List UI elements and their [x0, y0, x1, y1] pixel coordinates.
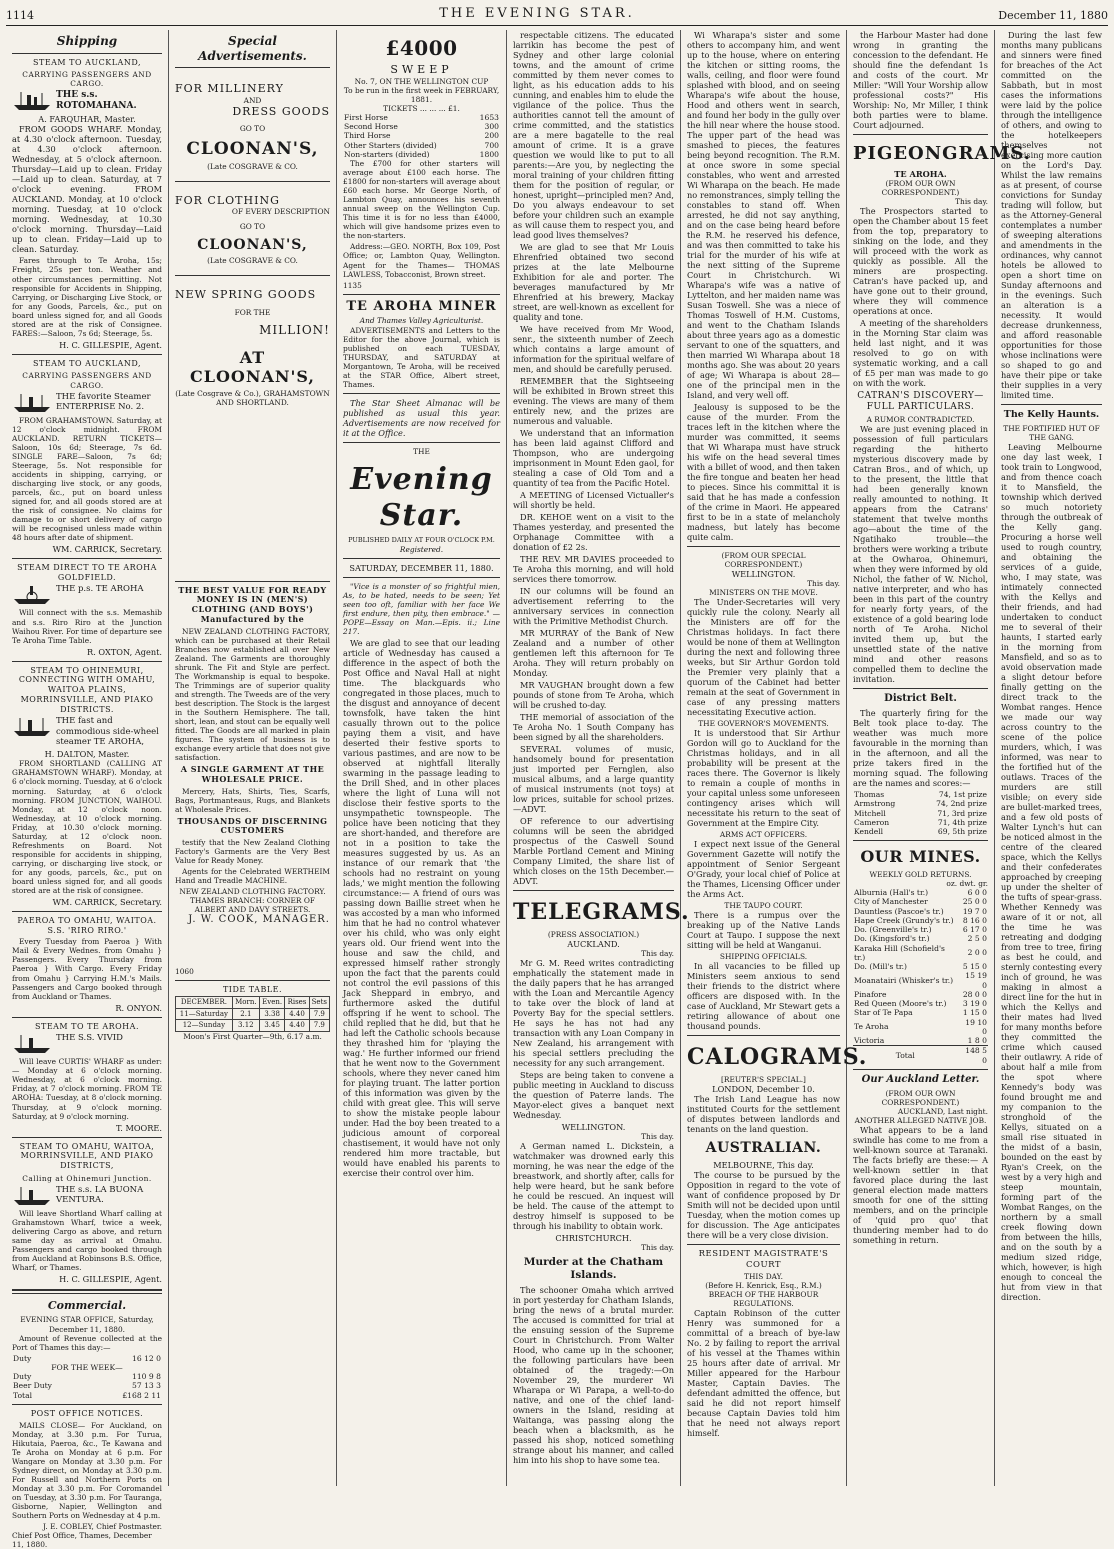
ship7-heading: STEAM TO OMAHU, WAITOA, MORRINSVILLE, AND PIAKO DISTRICTS, [19, 1141, 155, 1171]
tide-table-title: TIDE TABLE. [222, 984, 283, 994]
tide-table [175, 996, 330, 1032]
column-news-court: Wi Wharapa's sister and some others to accompany him, and went up to the house, where on entering the kitchen or sitting rooms, the walls, ceiling, and floor were found splashed with blood, and on seeing Wharapa's wife about the house, Hood and others went in search, and found her body in the gully over the hill near where the house stood. The upper part of the head was smashed to pieces, the features being beyond recognition. The R.M. at once swore in some special constables, who went and arrested Wi Wharapa on the beach. He made no remonstrances, simply telling the constables to stand off. When arrested, he did not say anything, and on the case being heard before the R.M. he reserved his defence, and was then committed to take his trial for the murder of his wife at the next sitting of the Supreme Court in Christchurch. Wi Wharapa's wife was a native of Lyttelton, and her maiden name was Susan Toswell. She was a niece of Thomas Toswell of H.M. Customs, and went to the Chatham Islands about three years ago as a domestic servant to one of the squatters, and then married Wi Wharapa about 18 months ago. She was about 20 years of age; Wi Wharapa is about 28—one of the principal men in the Island, and very well off. Jealousy is supposed to be the cause of the murder. From the traces left in the kitchen where the murder was committed, it seems that Wi Wharapa must have struck his wife on the head several times with a billet of wood, and then taken the fire tongue and beaten her head to pieces. Since his committal it is said that he has made a confession of the crime in Maori. He appeared first to be in a state of melancholy madness, but lately has become quite calm. (FROM OUR SPECIAL CORRESPONDENT.) WELLINGTON. This day. MINISTERS ON THE MOVE. The Under-Secretaries will very quickly rule the colony. Nearly all the Ministers are off for the Christmas holidays. In fact there would be none of them at Wellington during the next and following three weeks, but Sir Arthur Gordon told the Premier very plainly that a quorum of the Cabinet had better remain at the seat of Government in case of any pressing matters necessitating Executive action. THE GOVERNOR'S MOVEMENTS. It is understood that Sir Arthur Gordon will go to Auckland for the Christmas holidays, and in all probability will be present at the races there. The Governor is likely to remain a couple of months in your capital unless some unforeseen contingency arises which will necessitate his return to the seat of Government at the Empire City. ARMS ACT OFFICERS. I expect next issue of the General Government Gazette will notify the appointment of Senior Sergeant O'Grady, your local chief of Police at the Thames, Licensing Officer under the Arms Act. THE TAUPO COURT. There is a rumpus over the breaking up of the Native Lands Court at Taupo. I suppose the next sitting will be held at Wanganui. SHIPPING OFFICIALS. In all vacancies to be filled up Ministers seem anxious to send their friends to the district where officers are disposed with. In the case of Auckland, Mr Stewart gets a retiring allowance of about one thousand pounds. CALOGRAMS. [REUTER'S SPECIAL.] LONDON, December 10. The Irish Land League has now instituted Courts for the settlement of disputes between landlords and tenants on the land question. AUSTRALIAN. MELBOURNE, This day. The course to be pursued by the Opposition in regard to the vote of want of confidence proposed by Dr Smith will not be decided upon until Tuesday, when the motion comes up for discussion. The Age anticipates there will be a very close division. RESIDENT MAGISTRATE'S COURT THIS DAY. (Before H. Kenrick, Esq., R.M.) BREACH OF THE HARBOUR REGULATIONS. Captain Robinson of the cutter Henry was summoned for a committal of a breach of bye-law No. 2 by failing to report the arrival of his vessel at the Thames within 25 hours after date of arrival. Mr Miller appeared for the Harbour Master, Captain Davies. The defendant admitted the offence, but said he did not report himself because Captain Davies told him that he need not always report himself. [681, 30, 847, 1486]
gold-units: oz. dwt. gr. [946, 879, 988, 888]
dateline-auckland: AUCKLAND, Last night. [897, 1107, 988, 1117]
table-row: Non-starters (divided) 1800 [344, 149, 499, 159]
article-paragraph: Wi Wharapa's sister and some others to accompany him, and went up to the house, where on entering the kitchen or sitting rooms, the walls, ceiling, and floor were found splashed with blood, and on seeing Wharapa's wife about the house, Hood and others went in search, and found her body in the gully over the hill near where the house stood. The upper part of the head was smashed to pieces, the features being beyond recognition. The R.M. at once swore in some special constables, who went and arrested Wi Wharapa on the beach. He made no remonstrances, simply telling the constables to stand off. When arrested, he did not say anything, and on the case being heard before the R.M. he reserved his defence, and was then committed to take his trial for the murder of his wife at the next sitting of the Supreme Court in Christchurch. Wi Wharapa's wife was a native of Lyttelton, and her maiden name was Susan Toswell. She was a niece of Thomas Toswell of H.M. Customs, and went to the Chatham Islands about three years ago as a domestic servant to one of the squatters, and then married Wi Wharapa about 18 months ago. She was about 20 years of age; Wi Wharapa is about 28—one of the principal men in the Island, and very well off. [687, 30, 840, 400]
table-row: Total £168 2 11 [13, 1390, 161, 1400]
table-row: 11—Saturday 2.1 3.38 4.40 7.9 [176, 1008, 330, 1020]
column-news-telegrams: respectable citizens. The educated larrikin has become the pest of Sydney and other large colonial towns, and the amount of crime committed by them never comes to light, as his education adds to his cunning, and enables him to elude the vigilance of the police. Thus the authorities cannot tell the amount of crime committed, and the statistics are a mere bagatelle to the real amount of crime. It is a grave question we would like to put to all parents:—Are you, by neglecting the moral training of your children fitting them for the position of regular, or honest, upright—principled men? And, Do you always endeavour to set before your children such an example as will cause them to respect you, and lead good lives themselves? We are glad to see that Mr Louis Ehrenfried obtained two second prizes at the late Melbourne Exhibition for ale and porter. The beverages manufactured by Mr Ehrenfried at his brewery, Mackay street, are well-known as excellent for quality and tone. We have received from Mr Wood, senr., the sixteenth number of Zeech which contains a large amount of information for the spiritual welfare of men, and should be carefully perused. REMEMBER that the Sightseeing will be exhibited in Brown street this evening. The views are many of them entirely new, and the prizes are numerous and valuable. We understand that an information has been laid against Clifford and Thompson, who are undergoing imprisonment in Mount Eden gaol, for stealing a case of Old Tom and a quantity of tea from the Pacific Hotel. A MEETING of Licensed Victualler's will shortly be held. DR. KEHOE went on a visit to the Thames yesterday, and presented the Orphanage Committee with a donation of £2 2s. THE REV. MR DAVIES proceeded to Te Aroha this morning, and will hold services there tomorrow. IN our columns will be found an advertisement referring to the anniversary services in connection with the Primitive Methodist Church. MR MURRAY of the Bank of New Zealand and a number of other gentlemen left this afternoon for Te Aroha. They will return probably on Monday. MR VAUGHAN brought down a few pounds of stone from Te Aroha, which will be crushed to-day. THE memorial of association of the Te Aroha No. 1 South Company has been signed by all the shareholders. SEVERAL volumes of music, handsomely bound for presentation just imported per Fernglen, also musical albums, and a large quantity of musical instruments (not toys) at low prices, suitable for school prizes.—ADVT. OF reference to our advertising columns will be seen the abridged prospectus of the Caswell Sound Marble Portland Cement and Mining Company Limited, the share list of which closes on the 15th December.—ADVT. TELEGRAMS. (PRESS ASSOCIATION.) AUCKLAND. This day. Mr G. M. Reed writes contradicting emphatically the statement made in the daily papers that he has arranged with the Loan and Mercantile Agency to take over the block of land at Poverty Bay for the special settlers. He says he has not had any transaction with any Loan Company in New Zealand, his arrangement with his special settlers precluding the necessity for any such arrangement. Steps are being taken to convene a public meeting in Auckland to discuss the question of Paterre lands. The Mayor-elect gives a banquet next Wednesday. WELLINGTON. This day. A German named L. Dickstein, a watchmaker was drowned early this morning, he was near the edge of the breastwork, and shortly after, calls for help were heard, but he sank before he could be rescued. An inquest will be held. The cause of the attempt to destroy himself is supposed to be through his inability to obtain work. CHRISTCHURCH. This day. Murder at the Chatham Islands. The schooner Omaha which arrived in port yesterday for Chatham Islands, bring the news of a brutal murder. The accused is committed for trial at the ensuing session of the Supreme Court in Christchurch. From Walter Hood, who came up in the schooner, the following particulars have been obtained of the tragedy:—On November 29, the murderer Wi Wharapa or Wi Parapa, a well-to-do native, and one of the chief land-owners in the Island, residing at Waitanga, was passing along the beach when a blacksmith, as he passed his shop, noticed something strange about his manner, and called him into his shop to have some tea. [507, 30, 681, 1486]
post-office-signature: J. E. COBLEY, Chief Postmaster. [43, 1521, 162, 1531]
column-sweep-editorial [337, 30, 507, 1486]
belt-scores-table [853, 790, 988, 836]
table-row: Total 148 5 0 [853, 1046, 988, 1065]
table-row: Other Starters (divided) 700 [344, 140, 499, 150]
ad-manager: J. W. COOK, MANAGER. [188, 914, 330, 926]
telegrams-heading: TELEGRAMS. [513, 899, 690, 925]
subhead-arms: ARMS ACT OFFICERS. [719, 830, 808, 840]
article-paragraph: A meeting of the shareholders in the Morning Star claim was held last night, and it was resolved to go on with systematic working, and a call of £5 per man was made to go on with the work. [853, 318, 988, 389]
telegram-paragraph: The schooner Omaha which arrived in port yesterday for Chatham Islands, bring the news of a brutal murder. The accused is committed for trial at the ensuing session of the Supreme Court in Christchurch. From Walter Hood, who came up in the schooner, the following particulars have been obtained of the tragedy:—On November 29, the murderer Wi Wharapa or Wi Parapa, a well-to-do native, and one of the chief land-owners in the Island, residing at Waitanga, was passing along the beach when a blacksmith, as he passed his shop, noticed something strange about his manner, and called him into his shop to have some tea. [513, 1284, 674, 1465]
ship1-master: A. FARQUHAR, Master. [38, 114, 136, 125]
column-special-ads [169, 30, 337, 1486]
sweep-subtitle: No. 7, ON THE WELLINGTON CUP [354, 76, 489, 86]
rm-court-heading: RESIDENT MAGISTRATE'S COURT [698, 1249, 829, 1270]
own-correspondent: (FROM OUR OWN CORRESPONDENT.) [881, 1088, 960, 1107]
table-row: Hape Creek (Grundy's tr.) 8 16 0 [854, 915, 987, 925]
ship4-agent: WM. CARRICK, Secretary. [52, 896, 162, 907]
ship4-notice [12, 716, 162, 747]
ship3-name: THE p.s. TE AROHA [56, 584, 144, 595]
shipping-title: Shipping [56, 34, 118, 48]
miner-body: ADVERTISEMENTS and Letters to the Editor for the above Journal, which is published on each TUESDAY, THURSDAY, and SATURDAY at Morgantown, Te Aroha, will be received at the STAR Office, Albert street, Thames. [343, 325, 500, 389]
article-paragraph: DR. KEHOE went on a visit to the Thames yesterday, and presented the Orphanage Committee with a donation of £2 2s. [513, 512, 674, 552]
commercial-subtitle: EVENING STAR OFFICE, Saturday, December 11, 1880. [20, 1315, 154, 1334]
article-paragraph: the Harbour Master had done wrong in granting the concession to the defendant. He should fine the defendant 1s and costs of the court. Mr Miller: "Will Your Worship allow professional costs?" His Worship: No, Mr Miller, I think both parties were to blame. Court adjourned. [853, 30, 988, 130]
article-paragraph: Leaving Melbourne one day last week, I took train to Longwood, and from thence coach it to Mansfield, the township which derived so much notoriety through the outbreak of the Kelly gang. Procuring a horse well used to rough country, and obtaining the services of a guide, who, I may state, was intimately connected with the Kellys and their friends, and had undertaken to conduct me to several of their haunts, I started early in the morning from Mansfield, and so as to avoid observation made a slight detour before finally getting on the direct track to the Wombat ranges. Hence we made our way across country to the scene of the police murders, which, I was informed, was near to the fortified hut of the outlaws. Traces of the murders are still visible; on every side are bullet-marked trees, and a few old posts of Walter Lynch's hut can be noticed almost in the centre of the cleared space, which the Kellys and their confederates approached by creeping up under the shelter of the tufts of spear-grass. Whether Kennedy was aware of it or not, all the time he was retreating and dodging from tree to tree, firing as best he could, and sternly contesting every inch of ground, he was making in almost a direct line for the hut in which the Kellys and their mates had lived for many months before they committed the crime which caused their outlawry. A ride of about half a mile from the spot where Kennedy's body was found brought me and my companion to the stronghold of the Kellys, situated on a small rise situated in the midst of a basin, bounded on the east by Ryan's Creek, on the west by a very high and steep mountain, forming part of the Wombat Ranges, on the northern by a small creek flowing down from between the hills, and on the south by a medium sized ridge, which, however, is high enough to conceal the hut from view in that direction. [1001, 441, 1102, 1302]
article-paragraph: It is understood that Sir Arthur Gordon will go to Auckland for the Christmas holidays, and in all probability will be present at the races there. The Governor is likely to remain a couple of months in your capital unless some unforeseen contingency arises which will necessitate his return to the seat of Government at the Empire City. [687, 728, 840, 829]
sweep-prize-table [343, 113, 500, 159]
miner-title: TE AROHA MINER [346, 298, 497, 314]
auckland-letter-heading: Our Auckland Letter. [861, 1073, 980, 1085]
almanac-notice: The Star Sheet Almanac will be published as usual this year. Advertisements are now received for it at the Office. [343, 397, 500, 438]
ad-clothing-factory-body: NEW ZEALAND CLOTHING FACTORY, which can be purchased at their Retail Branches now established all over New Zealand. The Garments are thoroughly shrunk. The Fit and Style are perfect. The Workmanship is equal to bespoke. The Trimmings are of superior quality and strength. The Tweeds are of the very best description. The Stock is the largest in the Southern Hemisphere. The tall, short, lean, and stout can be equally well fitted. The Goods are all marked in plain figures. The system of business is to exchange every article that does not give satisfaction. [175, 626, 330, 763]
table-row: Pinafore 28 0 0 [854, 989, 987, 999]
ship4-master: H. DALTON, Master. [44, 749, 130, 760]
ship3-agent: R. OXTON, Agent. [87, 646, 162, 657]
native-job-subhead: ANOTHER ALLEGED NATIVE JOB. [854, 1116, 987, 1126]
post-office-date: Chief Post Office, Thames, December 11, 1880. [12, 1530, 152, 1549]
ad-single-garment: A SINGLE GARMENT AT THE WHOLESALE PRICE. [180, 764, 325, 784]
ship7-subheading: Calling at Ohinemuri Junction. [22, 1173, 152, 1183]
dateline-wellington: WELLINGTON. [561, 1121, 626, 1132]
sweep-number: 1135 [343, 280, 362, 290]
district-belt-heading: District Belt. [884, 693, 957, 705]
reuter-special: [REUTER'S SPECIAL.] [721, 1075, 806, 1085]
ad-mercery: Mercery, Hats, Shirts, Ties, Scarfs, Bags, Portmanteaus, Rugs, and Blankets at Wholesale Prices. [175, 786, 330, 814]
table-row: Beer Duty 57 13 3 [13, 1381, 161, 1391]
special-ads-title: Special Advertisements. [198, 34, 307, 63]
article-paragraph: A MEETING of Licensed Victualler's will shortly be held. [513, 490, 674, 510]
article-paragraph: IN our columns will be found an advertisement referring to the anniversary services in connection with the Primitive Methodist Church. [513, 586, 674, 626]
article-paragraph: We are glad to see that Mr Louis Ehrenfried obtained two second prizes at the late Melbourne Exhibition for ale and porter. The beverages manufactured by Mr Ehrenfried at his brewery, Mackay street, are well-known as excellent for quality and tone. [513, 242, 674, 322]
article-paragraph: respectable citizens. The educated larrikin has become the pest of Sydney and other large colonial towns, and the amount of crime committed by them never comes to light, as his education adds to his cunning, and enables him to elude the vigilance of the police. Thus the authorities cannot tell the amount of crime committed, and the statistics are a mere bagatelle to the real amount of crime. It is a grave question we would like to put to all parents:—Are you, by neglecting the moral training of your children fitting them for the position of regular, or honest, upright—principled men? And, Do you always endeavour to set before your children such an example as will cause them to respect you, and lead good lives themselves? [513, 30, 674, 240]
ship1-name: THE s.s. ROTOMAHANA. [56, 90, 137, 112]
catran-heading: CATRAN'S DISCOVERY—FULL PARTICULARS. [857, 391, 984, 413]
ship1-fares: Fares through to Te Aroha, 15s; Freight, 25s per ton. Weather and other circumstances permitting. Not responsible for Accidents in Shipping, Carrying, or Discharging Live Stock, or for any Goods, Parcels, &c., put on board unless signed for, and all Goods stored are at the risk of Consignee. FARES:—Saloon, 7s 6d; Steerage, 5s. [12, 256, 162, 338]
masthead-the: THE [413, 446, 430, 456]
weekly-returns-heading: WEEKLY GOLD RETURNS. [869, 869, 972, 879]
article-paragraph: We understand that an information has been laid against Clifford and Thompson, who are undergoing imprisonment in Mount Eden gaol, for stealing a case of Old Tom and a quantity of tea from the Pacific Hotel. [513, 428, 674, 488]
ad-number: 1060 [175, 966, 194, 976]
kelly-haunts-heading: The Kelly Haunts. [1003, 409, 1100, 420]
table-row: First Horse 1653 [344, 112, 499, 122]
dateline-christchurch: CHRISTCHURCH. [555, 1232, 632, 1243]
table-row: Do. (Greenville's tr.) 6 17 0 [854, 925, 987, 935]
ship2-name: THE favorite Steamer ENTERPRISE No. 2. [56, 391, 151, 412]
ship2-body: FROM GRAHAMSTOWN. Saturday, at 12 o'clock midnight. FROM AUCKLAND. RETURN TICKETS—Saloon, 10s 6d; Steerage, 7s 6d. SINGLE FARE—Saloon, 7s 6d; Steerage, 5s. Not responsible for accidents in shipping, carrying, or discharging live stock, or any goods, parcels, &c., put on board unless signed for, and all goods stored are at the risk of consignee. No claims for damage to or short delivery of cargo will be recognised unless made within 48 hours after date of shipment. [12, 415, 162, 542]
dateline-te-aroha: TE AROHA. [894, 168, 947, 179]
table-row: Do. (Kingsford's tr.) 2 5 0 [854, 934, 987, 944]
ad-clothing-factory-head: THE BEST VALUE FOR READY MONEY IS IN (MEN'S) CLOTHING (AND BOYS') Manufactured by the [178, 584, 327, 624]
ad-testify: testify that the New Zealand Clothing Factory's Garments are the Very Best Value for Ready Money. [175, 838, 330, 866]
special-correspondent: (FROM OUR SPECIAL CORRESPONDENT.) [721, 551, 806, 570]
table-row: City of Manchester 25 0 0 [854, 897, 987, 907]
sweep-body: The £700 for other starters will average about £100 each horse. The £1800 for non-starters will average about £60 each horse. Mr George North, of Lambton Quay, announces his seventh annual sweep on the Wellington Cup. This time it is for no less than £4000, which will give handsome prizes even to the non-starters. [343, 159, 500, 241]
ship3-heading: STEAM DIRECT TO TE AROHA GOLDFIELD. [17, 562, 157, 582]
ship1-heading: STEAM TO AUCKLAND, [33, 57, 141, 67]
rumour-subhead: A RUMOR CONTRADICTED. [866, 414, 975, 424]
table-row: Karaka Hill (Schofield's tr.) 2 0 0 [854, 943, 987, 962]
ad-millinery: FOR MILLINERY AND DRESS GOODS GO TO CLOONAN'S, (Late COSGRAVE & CO. [175, 82, 330, 171]
ship4-body: FROM SHORTLAND (CALLING AT GRAHAMSTOWN WHARF). Monday, at 6 o'clock morning. Tuesday, at 6 o'clock morning. Saturday, at 6 o'clock morning. FROM JUNCTION, WAIHOU. Monday, at 12 o'clock noon. Wednesday, at 10 o'clock morning. Friday, at 10.30 o'clock morning. Saturday, at 12 o'clock noon. Refreshments on Board. Not responsible for accidents in shipping, carrying, or discharging live stock, or for any goods, parcels, &c., put on board unless signed for, and all goods stored are at the risk of consignee. [12, 759, 162, 895]
gold-returns-table [853, 888, 988, 1065]
steamship-icon [12, 392, 52, 414]
table-row: Duty 16 12 0 [13, 1353, 161, 1363]
ship3-body: Will connect with the s.s. Memashib and s.s. Riro Riro at the Junction Waihou River. For time of departure see Te Aroha Time Table. [12, 608, 162, 645]
ship7-agent: H. C. GILLESPIE, Agent. [59, 1274, 162, 1285]
kelly-haunts-subhead: THE FORTIFIED HUT OF THE GANG. [1003, 423, 1100, 442]
article-paragraph: We have received from Mr Wood, senr., the sixteenth number of Zeech which contains a large amount of information for the spiritual welfare of men, and should be carefully perused. [513, 324, 674, 374]
ship5-agent: R. ONYON. [115, 1002, 162, 1013]
masthead-date: SATURDAY, DECEMBER 11, 1880. [349, 562, 494, 573]
ship4-heading: STEAM TO OHINEMURI, CONNECTING WITH OMAHU, WAITOA PLAINS, MORRINSVILLE, AND PIAKO DISTRICTS. [18, 665, 156, 714]
steamship-icon [12, 1033, 52, 1055]
article-paragraph: During the last few months many publicans and sinners were fined for breaches of the Act committed on the Sabbath, but in most cases the informations were laid by the police through the intelligence of others, and owing to the hotelkeepers themselves not exercising more caution on the Lord's Day. Whilst the law remains as at present, of course convictions for Sunday trading will follow, but as the Attorney-General contemplates a number of sweeping alterations and amendments in the ordinances, why cannot hotels be allowed to open a short time on Sunday afternoons and in the evenings. Such an alteration is a necessity. It would decrease drunkenness, and afford reasonable opportunities for those whose inclinations were so shaped to go and have their pipe or take their supplies in a very limited time. [1001, 30, 1102, 400]
ship1-agent: H. C. GILLESPIE, Agent. [59, 339, 162, 350]
masthead-registered: Registered. [399, 544, 444, 554]
ad-branch: NEW ZEALAND CLOTHING FACTORY. THAMES BRANCH: CORNER OF ALBERT AND DAVY STREETS. [179, 887, 326, 915]
paddle-steamer-icon [12, 584, 52, 606]
telegram-paragraph: A German named L. Dickstein, a watchmaker was drowned early this morning, he was near the edge of the breastwork, and shortly after, calls for help were heard, but he sank before he could be rescued. An inquest will be held. The cause of the attempt to destroy himself is supposed to be through his inability to obtain work. [513, 1140, 674, 1231]
miner-subtitle: And Thames Valley Agriculturist. [359, 316, 484, 326]
ship6-body: Will leave CURTIS' WHARF as under:— Monday at 6 o'clock morning. Wednesday, at 6 o'clock morning. Friday, at 7 o'clock morning. FROM TE AROHA: Tuesday, at 8 o'clock morning. Thursday, at 9 o'clock morning. Saturday, at 9 o'clock morning. [12, 1057, 162, 1121]
article-paragraph: There is a rumpus over the breaking up of the Native Lands Court at Taupo. I suppose the next sitting will be held at Wanganui. [687, 910, 840, 951]
table-row: Kendell 69, 5th prize [854, 827, 987, 837]
sweep-date: To be run in the first week in FEBRUARY, 1881. [343, 85, 500, 104]
ship5-heading: PAEROA TO OMAHU, WAITOA. S.S. 'RIRO RIRO.' [17, 915, 157, 935]
our-mines-heading: OUR MINES. [860, 847, 981, 867]
editorial-quote: "Vice is a monster of so frightful mien, As, to be hated, needs to be seen; Yet seen too oft, familiar with her face We first endure, then pity, then embrace." —POPE—Essay on Man.—Epis. ii.; Line 217. [343, 581, 500, 637]
table-row: Red Queen (Moore's tr.) 3 19 0 [854, 999, 987, 1009]
table-row: Dauntless (Pascoe's tr.) 19 7 0 [854, 906, 987, 916]
ad-clothing: FOR CLOTHING OF EVERY DESCRIPTION GO TO CLOONAN'S, (Late COSGRAVE & CO. [175, 193, 330, 266]
page-header [6, 0, 1108, 26]
calograms-heading: CALOGRAMS. [687, 1044, 868, 1071]
ship6-heading: STEAM TO TE AROHA. [35, 1021, 139, 1031]
ship1-subheading: CARRYING PASSENGERS AND CARGO. [22, 70, 152, 89]
article-paragraph: The quarterly firing for the Belt took place to-day. The weather was much more favourable in the morning than in the afternoon, and all the prize takers fired in the morning squad. The following are the names and scores:— [853, 708, 988, 789]
steamship-icon [12, 90, 52, 112]
rm-court-before: (Before H. Kenrick, Esq., R.M.) [705, 1280, 822, 1290]
table-row: Thomas 74, 1st prize [854, 790, 987, 800]
ship7-notice [12, 1185, 162, 1207]
ship2-agent: WM. CARRICK, Secretary. [52, 543, 162, 554]
article-paragraph: OF reference to our advertising columns will be seen the abridged prospectus of the Caswell Sound Marble Portland Cement and Mining Company Limited, the share list of which closes on the 15th December.—ADVT. [513, 816, 674, 886]
ship6-agent: T. MOORE. [115, 1122, 162, 1133]
issue-date: December 11, 1880 [998, 8, 1108, 22]
article-paragraph: THE REV. MR DAVIES proceeded to Te Aroha this morning, and will hold services there tomorrow. [513, 554, 674, 584]
steamship-icon [12, 716, 52, 738]
table-row: 12—Sunday 3.12 3.45 4.40 7.9 [176, 1020, 330, 1032]
post-office-title: POST OFFICE NOTICES. [30, 1408, 144, 1418]
own-correspondent: (FROM OUR OWN CORRESPONDENT.) [881, 178, 960, 197]
table-row: Alburnia (Hall's tr.) 6 0 0 [854, 888, 987, 898]
press-association: (PRESS ASSOCIATION.) [547, 929, 640, 939]
table-row: Cameron 71, 4th prize [854, 817, 987, 827]
dateline-london: LONDON, December 10. [712, 1084, 815, 1095]
subhead-ministers: MINISTERS ON THE MOVE. [709, 588, 818, 598]
sweep-amount: £4000 [385, 36, 458, 60]
table-row: Third Horse 200 [344, 131, 499, 141]
dateline-wellington: WELLINGTON. [731, 569, 796, 580]
table-row: Te Aroha 19 10 0 [854, 1017, 987, 1036]
sweep-title: SWEEP [390, 63, 453, 77]
table-row: Armstrong 74, 2nd prize [854, 799, 987, 809]
table-row: Mitchell 71, 3rd prize [854, 808, 987, 818]
steamship-icon [12, 1185, 52, 1207]
subhead-shipping: SHIPPING OFFICIALS. [719, 952, 808, 962]
table-row: Do. (Mill's tr.) 5 15 0 [854, 962, 987, 972]
dateline-auckland: AUCKLAND. [567, 938, 620, 949]
telegram-paragraph: Steps are being taken to convene a public meeting in Auckland to discuss the question of Paterre lands. The Mayor-elect gives a banquet next Wednesday. [513, 1069, 674, 1120]
tide-note: Moon's First Quarter—9th, 6.17 a.m. [183, 1032, 322, 1041]
article-paragraph: What appears to be a land swindle has come to me from a well-known source at Taranaki. The facts briefly are these:— A well-known settler in that favored place during the last general election made matters smooth for one of the sitting members, and on the principle of 'quid pro quo' that thundering member had to do something in return. [853, 1125, 988, 1246]
rm-court-day: THIS DAY. [744, 1271, 783, 1281]
ship2-heading: STEAM TO AUCKLAND, [33, 358, 141, 368]
column-shipping [6, 30, 169, 1549]
article-paragraph: Jealousy is supposed to be the cause of the murder. From the traces left in the kitchen where the murder was committed, it seems that Wi Wharapa must have struck his wife on the head several times with a billet of wood, and then taken the fire tongue and beaten her head to pieces. Since his committal it is said that he has made a confession of the crime in Maori. He appeared first to be in a state of melancholy madness, but lately has become quite calm. [687, 402, 840, 542]
dateline-melbourne: MELBOURNE, This day. [713, 1160, 814, 1171]
ship2-subheading: CARRYING PASSENGERS AND CARGO. [22, 371, 152, 390]
ship1-body: FROM GOODS WHARF. Monday, at 4.30 o'clock afternoon. Tuesday, at 4.30 o'clock afternoon. Wednesday, at 5 o'clock afternoon. Thursday—Laid up to clean. Friday—Laid up to clean. Saturday, at 7 o'clock evening. FROM AUCKLAND. Monday, at 10 o'clock morning. Tuesday, at 10 o'clock morning. Wednesday, at 10.30 o'clock morning. Thursday—Laid up to clean. Friday—Laid up to clean. Saturday. [12, 124, 162, 255]
ship5-body: Every Tuesday from Paeroa } With Mail & Every Wednes. from Omahu } Passengers. Every Thursday from Paeroa } With Cargo. Every Friday from Omahu } Carrying H.M.'s Mails. Passengers and Cargo booked through from Auckland or Thames. [12, 937, 162, 1001]
article-paragraph: MR VAUGHAN brought down a few pounds of stone from Te Aroha, which will be crushed to-day. [513, 680, 674, 710]
article-paragraph: The Under-Secretaries will very quickly rule the colony. Nearly all the Ministers are off for the Christmas holidays. In fact there would be none of them at Wellington during the next and following three weeks, but Sir Arthur Gordon told the Premier very plainly that a quorum of the Cabinet had better remain at the seat of Government in case of any pressing matters necessitating Executive action. [687, 597, 840, 718]
ad-spring-goods: NEW SPRING GOODS FOR THE MILLION! AT CLOONAN'S, (Late Cosgrave & Co.), GRAHAMSTOWN AND SHORTLAND. [175, 288, 330, 407]
table-row: Second Horse 300 [344, 122, 499, 132]
pigeongrams-heading: PIGEONGRAMS. [853, 143, 1032, 164]
ship2-notice [12, 392, 162, 414]
column-kelly-haunts [995, 30, 1108, 1486]
ship3-notice [12, 584, 162, 606]
table-row: FOR THE WEEK— [51, 1362, 123, 1372]
article-paragraph: I expect next issue of the General Government Gazette will notify the appointment of Senior Sergeant O'Grady, your local chief of Police at the Thames, Licensing Officer under the Arms Act. [687, 839, 840, 900]
article-paragraph: The course to be pursued by the Opposition in regard to the vote of want of confidence proposed by Dr Smith will not be decided upon until Tuesday, when the motion comes up for discussion. The Age anticipates there will be a very close division. [687, 1170, 840, 1241]
sweep-address: Address:—GEO. NORTH, Box 109, Post Office; or, Lambton Quay, Wellington. Agent for the Thames— THOMAS LAWLESS, Tobacconist, Brown street. [343, 242, 500, 279]
ship6-name: THE S.S. VIVID [56, 1033, 123, 1044]
commercial-text: Amount of Revenue collected at the Port of Thames this day:— [12, 1333, 162, 1352]
subhead-taupo: THE TAUPO COURT. [724, 901, 803, 911]
article-paragraph: Captain Robinson of the cutter Henry was summoned for a committal of a breach of bye-law No. 2 by failing to report the arrival of his vessel at the Thames within 25 hours after date of arrival. Mr Miller appeared for the Harbour Master, Captain Davies. The defendant admitted the offence, but said he did not report himself because Captain Davies told him that he need not always report himself. [687, 1308, 840, 1439]
ship7-body: Will leave Shortland Wharf calling at Grahamstown Wharf, twice a week, delivering Cargo as above, and return same day as arrival at Omahu. Passengers and cargo booked through from Auckland at Robinsons B.S. Office, Wharf, or Thames. [12, 1208, 162, 1273]
ship7-name: THE s.s. LA BUONA VENTURA. [56, 1184, 144, 1206]
ship4-name: THE fast and commodious side-wheel steamer TE AROHA, [56, 716, 159, 748]
rm-court-subhead: BREACH OF THE HARBOUR REGULATIONS. [708, 1289, 819, 1308]
article-paragraph: The Prospectors started to open the Chamber about 15 feet from the top, preparatory to sinking on the lode, and they will proceed with the work as quickly as possible. All the miners are prospecting. Catran's have packed up, and have gone out to their ground, where they will commence operations at once. [853, 206, 988, 317]
revenue-table [12, 1354, 162, 1400]
article-paragraph: In all vacancies to be filled up Ministers seem anxious to send their friends to the district where officers are disposed with. In the case of Auckland, Mr Stewart gets a retiring allowance of about one thousand pounds. [687, 961, 840, 1032]
table-row: Moanatairi (Whisker's tr.) 15 19 0 [854, 971, 987, 990]
column-pigeongrams-mines: the Harbour Master had done wrong in granting the concession to the defendant. He should fine the defendant 1s and costs of the court. Mr Miller: "Will Your Worship allow professional costs?" His Worship: No, Mr Miller, I think both parties were to blame. Court adjourned. PIGEONGRAMS. TE AROHA. (FROM OUR OWN CORRESPONDENT.) This day. The Prospectors started to open the Chamber about 15 feet from the top, preparatory to sinking on the lode, and they will proceed with the work as quickly as possible. All the miners are prospecting. Catran's have packed up, and have gone out to their ground, where they will commence operations at once. A meeting of the shareholders in the Morning Star claim was held last night, and it was resolved to go on with systematic working, and a call of £5 per man was made to go on with the work. CATRAN'S DISCOVERY—FULL PARTICULARS. A RUMOR CONTRADICTED. We are just evening placed in possession of full particulars regarding the hitherto mysterious discovery made by Catran Bros., and of which, up to the present, the little that had been generally known really amounted to nothing. It appears from the Catrans' statement that twelve months ago—about the time of the Ngatihako trouble—the brothers were working a tribute at the Owharoa, Ohinemuri, when they were informed by old Nichol, the father of W. Nichol, native interpreter, and who has been in this part of the country for nearly forty years, of the existence of a gold bearing lode north of Te Aroha. Nichol invited them up, but the unsettled state of the native mind and other reasons compelled them to decline the invitation. District Belt. The quarterly firing for the Belt took place to-day. The weather was much more favourable in the morning than in the afternoon, and all the prize takers fired in the morning squad. The following are the names and scores:— Thomas 74, 1st prize Armstrong 74, 2nd prize Mitchell 71, 3rd prize Cameron 71, 4th prize Kendell 69, 5th prize OUR MINES. WEEKLY GOLD RETURNS. oz. dwt. gr. Alburnia (Hall's tr.) 6 0 0 City of Manchester 25 0 0 Dauntless (Pascoe's tr.) 19 7 0 Hape Creek (Grundy's tr.) 8 16 0 Do. (Greenville's tr.) 6 17 0 Do. (Kingsford's tr.) 2 5 0 Karaka Hill (Schofield's tr.) 2 0 0 Do. (Mill's tr.) 5 15 0 Moanatairi (Whisker's tr.) 15 19 0 Pinafore 28 0 0 Red Queen (Moore's tr.) 3 19 0 Star of Te Papa 1 15 0 Te Aroha 19 10 0 Victoria 1 8 0 Total 148 5 0 Our Auckland Letter. (FROM OUR OWN CORRESPONDENT.) AUCKLAND, Last night. ANOTHER ALLEGED NATIVE JOB. What appears to be a land swindle has come to me from a well-known source at Taranaki. The facts briefly are these:— A well-known settler in that favored place during the last general election made matters smooth for one of the sitting members, and on the principle of 'quid pro quo' that thundering member had to do something in return. [847, 30, 995, 1486]
table-row: Victoria 1 8 0 [854, 1036, 987, 1046]
article-paragraph: The Irish Land League has now instituted Courts for the settlement of disputes between landlords and tenants on the land question. [687, 1094, 840, 1135]
masthead-published: PUBLISHED DAILY AT FOUR O'CLOCK P.M. [348, 535, 495, 544]
article-paragraph: REMEMBER that the Sightseeing will be exhibited in Brown street this evening. The views are many of them entirely new, and the prizes are numerous and valuable. [513, 376, 674, 426]
editorial-body: We are glad to see that our leading article of Wednesday has caused a difference in the aspect of both the Post Office and Naval Hall at night time. The blackguards who congregated in those places, much to the disgust and annoyance of decent townsfolk, have taken the hint casually thrown out to the police paying them a visit, and have deserted their festive sports to various pastimes, and are now to be observed at nightfall literally swarming in the passage leading to the Drill Shed, and in other places where the light of Luna will not disclose their festive sports to the unsympathetic townspeople. The police have been noticing that they are short-handed, and therefore are not in a position to take the measures suggested by us. As an instance of our remark that 'the schools had no restraint on young lads,' we might mention the following circumstance:— A friend of ours was passing down Baillie street when he was accosted by a man who informed him that he had no control whatever over his child, who was only eight years old. Our friend went into the house and saw the child, and expressed himself rather strongly upon the fact that the parents could not control the evil passions of this Jack Sheppard in embryo, and furthermore asked the dutiful offspring if he went to school. The child replied that he did, but that he had left the Catholic schools because they thrashed him for 'playing the wag.' He further informed our friend that he went now to the Government schools, where they never caned him for playing truant. The latter portion of this information was given by the child with great glee. This will serve to show the mistake people labour under. Had the boy been treated to a judicious amount of corporeal chastisement, it would have not only rendered him more tractable, but would have enabled his parents to exercise their control over him. [343, 638, 500, 1179]
article-paragraph: We are just evening placed in possession of full particulars regarding the hitherto mysterious discovery made by Catran Bros., and of which, up to the present, the little that had been generally known really amounted to nothing. It appears from the Catrans' statement that twelve months ago—about the time of the Ngatihako trouble—the brothers were working a tribute at the Owharoa, Ohinemuri, when they were informed by old Nichol, the father of W. Nichol, native interpreter, and who has been in this part of the country for nearly forty years, of the existence of a gold bearing lode north of Te Aroha. Nichol invited them up, but the unsettled state of the native mind and other reasons compelled them to decline the invitation. [853, 424, 988, 685]
table-row: Duty 110 9 8 [13, 1372, 161, 1382]
article-paragraph: THE memorial of association of the Te Aroha No. 1 South Company has been signed by all the shareholders. [513, 712, 674, 742]
table-header-row: DECEMBER. Morn. Even. Rises Sets [176, 997, 330, 1009]
murder-heading: Murder at the Chatham Islands. [523, 1255, 664, 1281]
ad-thousands: THOUSANDS OF DISCERNING CUSTOMERS [177, 815, 328, 836]
telegram-paragraph: Mr G. M. Reed writes contradicting emphatically the statement made in the daily papers that he has arranged with the Loan and Mercantile Agency to take over the block of land at Poverty Bay for the special settlers. He says he has not had any transaction with any Loan Company in New Zealand, his arrangement with his special settlers precluding the necessity for any such arrangement. [513, 957, 674, 1068]
commercial-title: Commercial. [47, 1299, 127, 1313]
ship1-notice [12, 90, 162, 112]
masthead: Evening Star. [350, 461, 493, 534]
page-number: 1114 [6, 8, 34, 22]
ship6-notice [12, 1033, 162, 1055]
paper-title: THE EVENING STAR. [439, 6, 635, 22]
australian-heading: AUSTRALIAN. [705, 1140, 822, 1157]
table-row: Star of Te Papa 1 15 0 [854, 1008, 987, 1018]
article-paragraph: MR MURRAY of the Bank of New Zealand and a number of other gentlemen left this afternoon for Te Aroha. They will return probably on Monday. [513, 628, 674, 678]
subhead-governor: THE GOVERNOR'S MOVEMENTS. [698, 719, 829, 729]
article-paragraph: SEVERAL volumes of music, handsomely bound for presentation just imported per Fernglen, also musical albums, and a large quantity of musical instruments (not toys) at low prices, suitable for school prizes.—ADVT. [513, 744, 674, 814]
ad-agents: Agents for the Celebrated WERTHEIM Hand and Treadle MACHINE. [175, 867, 330, 886]
sweep-tickets: TICKETS ... ... ... £1. [383, 103, 460, 113]
post-office-body: MAILS CLOSE— For Auckland, on Monday, at 3.30 p.m. For Turua, Hikutaia, Paeroa, &c., Te Kawana and Te Aroha on Monday at 6 p.m. For Wangare on Monday at 3.30 p.m. For Sydney direct, on Monday at 3.30 p.m. For Russell and Northern Ports on Monday at 3.30 p.m. For Coromandel on Tuesday, at 3.30 p.m. For Tauranga, Gisborne, Napier, Wellington and Southern Ports on Wednesday at 4 p.m. [12, 1420, 162, 1520]
